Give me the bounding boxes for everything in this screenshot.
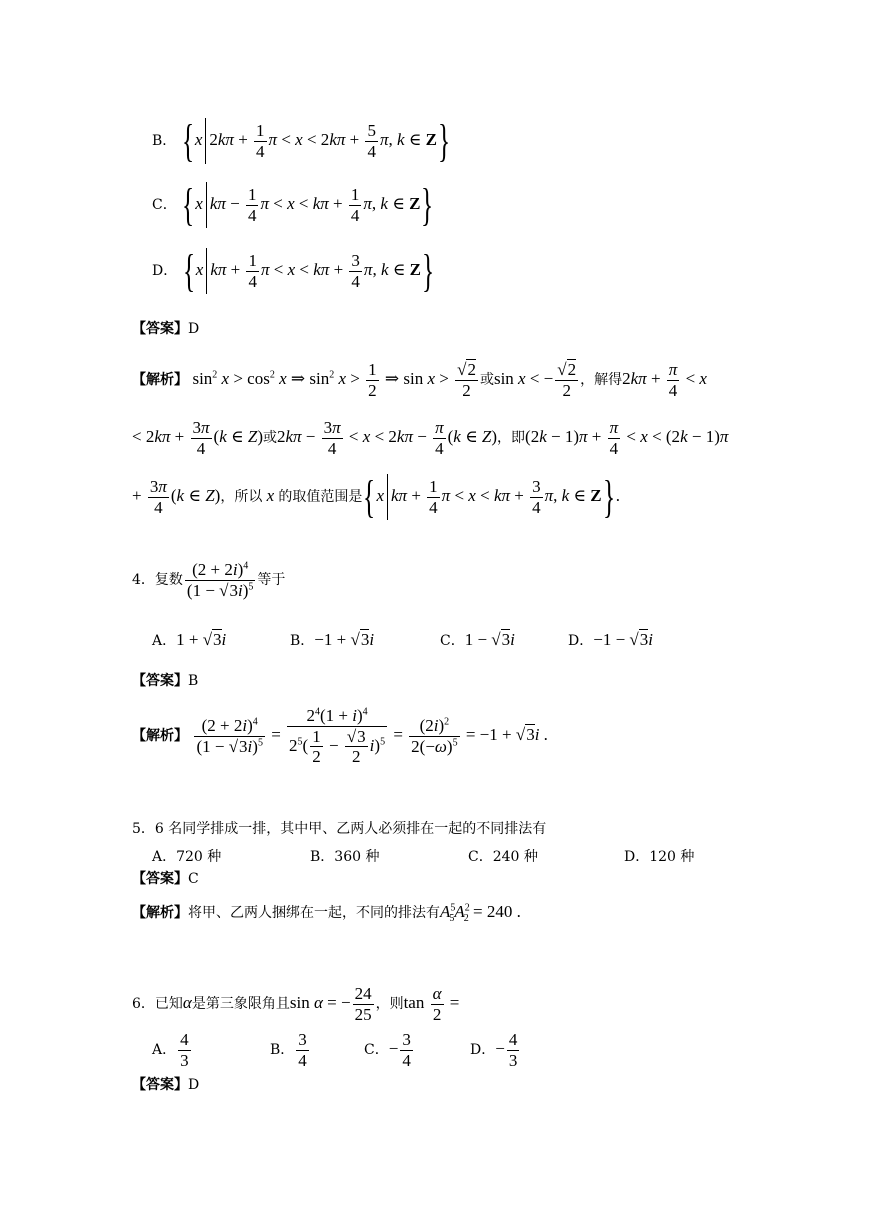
question-number: 6． <box>132 995 155 1012</box>
math-expression: sin x < − $\frac{√2}{2}$ <box>493 360 577 400</box>
q3-option-d <box>152 245 435 296</box>
q6-answer <box>132 1074 199 1094</box>
q4-option-b <box>290 630 374 650</box>
option-text: B．360 种 <box>310 849 380 865</box>
q6-option-b <box>270 1030 311 1070</box>
math-alpha: α <box>182 992 192 1012</box>
option-letter: B． <box>270 1041 295 1058</box>
answer-value: B <box>188 673 199 689</box>
answer-label: 【答案】 <box>132 321 188 337</box>
q3-answer <box>132 318 199 338</box>
analysis-label: 【解析】 <box>132 371 188 388</box>
answer-label: 【答案】 <box>132 1077 188 1093</box>
q5-option-c <box>468 846 538 866</box>
option-letter: A． <box>152 633 177 649</box>
q5-stem <box>132 818 546 838</box>
math-x: x <box>262 485 279 505</box>
math-expression: < 2kπ + $\frac{3\pi}{4}$ (k ∈ Z) <box>132 418 263 458</box>
math-expression: + $\frac{3\pi}{4}$ (k ∈ Z) <box>132 476 221 517</box>
q3-analysis-line3 <box>132 471 620 522</box>
math-expression: $A^5_5A^2_2 = 240$ . <box>440 902 521 925</box>
math-expression: sin α = − $\frac{24}{25}$ <box>289 984 372 1024</box>
option-letter: B． <box>290 633 315 649</box>
stem-prefix: 已知 <box>154 995 183 1012</box>
option-letter: C． <box>440 633 465 649</box>
q3-analysis-line2 <box>132 418 728 458</box>
question-text: 6 名同学排成一排，其中甲、乙两人必须排在一起的不同排法有 <box>154 821 547 837</box>
question-number: 5． <box>132 821 155 837</box>
q4-option-a <box>152 630 226 650</box>
answer-value: C <box>188 871 199 887</box>
q6-option-a <box>152 1030 193 1070</box>
math-expression: $\sin^2 x > \cos^2 x$ ⇒ $\sin^2 x$ > $\frac{1}{2}$ ⇒ sin x > $\frac{√2}{2}$ <box>192 360 476 400</box>
option-text: C．240 种 <box>468 849 538 865</box>
set-expression: {x kπ + $\frac{1}{4}$ π < x < kπ + $\frac{3}{4}$ π, k ∈ Z} <box>182 245 435 296</box>
set-expression: {x 2kπ + $\frac{1}{4}$ π < x < 2kπ + $\frac{5}{4}$ π, k ∈ Z} <box>181 115 451 166</box>
q5-option-d <box>624 846 694 866</box>
q5-option-a <box>152 846 221 866</box>
math-expression: − $\frac{4}{3}$ <box>495 1030 518 1070</box>
question-number: 4． <box>132 571 155 588</box>
answer-label: 【答案】 <box>132 871 188 887</box>
math-expression: 2kπ − $\frac{3\pi}{4}$ < x < 2kπ − $\frac{\pi}{4}$ (k ∈ Z) <box>276 418 498 458</box>
math-expression: $\frac{(2 + 2i)^4}{(1 - √3i)^5}$ = $2^4(1 + i)^4$ $2^5$( $\frac{1}{2}$ − $\frac{√3}{2}$ i)$^5$ = $\frac{(2i)^2}{2(-\omega)^5}$ = −1 + √3i . <box>196 706 548 767</box>
stem-suffix: 等于 <box>257 571 286 588</box>
q3-option-c <box>152 179 435 230</box>
option-letter: D． <box>568 633 594 649</box>
q3-option-b <box>152 115 451 166</box>
analysis-label: 【解析】 <box>132 728 188 745</box>
stem-prefix: 复数 <box>154 571 183 588</box>
option-letter: D． <box>470 1041 496 1058</box>
option-letter: B． <box>152 132 177 149</box>
q4-option-c <box>440 630 515 650</box>
math-expression: $\frac{3}{4}$ <box>298 1030 307 1070</box>
text-or: 或 <box>262 429 277 446</box>
answer-value: D <box>188 321 200 337</box>
math-expression: 2kπ + $\frac{\pi}{4}$ < x <box>622 360 707 400</box>
text-solve: ，解得 <box>580 371 623 388</box>
q4-analysis <box>132 706 548 767</box>
math-expression: $\frac{(2 + 2i)^4}{(1 - √3i)^5}$ <box>186 560 254 600</box>
analysis-label: 【解析】 <box>132 905 188 921</box>
text-or: 或 <box>479 371 494 388</box>
math-expression: $\frac{4}{3}$ <box>180 1030 189 1070</box>
math-expression: 1 + √3i <box>176 630 227 649</box>
q5-answer <box>132 868 199 888</box>
option-letter: C． <box>364 1041 389 1058</box>
q4-answer <box>132 670 198 690</box>
q6-option-c <box>364 1030 415 1070</box>
math-expression: tan $\frac{\alpha}{2}$ = <box>403 984 460 1024</box>
set-expression: {x kπ − $\frac{1}{4}$ π < x < kπ + $\frac{1}{4}$ π, k ∈ Z} <box>182 179 434 230</box>
math-expression: − $\frac{3}{4}$ <box>388 1030 411 1070</box>
q4-option-d <box>568 630 653 650</box>
option-text: D．120 种 <box>624 849 695 865</box>
option-text: A．720 种 <box>152 849 222 865</box>
q4-stem <box>132 560 285 600</box>
set-expression: {x kπ + $\frac{1}{4}$ π < x < kπ + $\frac{3}{4}$ π, k ∈ Z}. <box>363 471 620 522</box>
text-range: 的取值范围是 <box>278 488 363 505</box>
stem-then: ，则 <box>375 995 404 1012</box>
math-expression: 1 − √3i <box>464 630 515 649</box>
q6-option-d <box>470 1030 521 1070</box>
text-i-e: ，即 <box>497 429 526 446</box>
q6-stem <box>132 984 459 1024</box>
q5-analysis <box>132 902 521 924</box>
answer-value: D <box>188 1077 200 1093</box>
text-so: ，所以 <box>220 488 263 505</box>
option-letter: C． <box>152 196 177 213</box>
option-letter: A． <box>152 1041 177 1058</box>
option-letter: D． <box>152 262 178 279</box>
analysis-text: 将甲、乙两人捆绑在一起，不同的排法有 <box>188 905 440 921</box>
q3-analysis-line1 <box>132 360 707 400</box>
stem-mid: 是第三象限角且 <box>191 995 290 1012</box>
math-expression: −1 + √3i <box>314 630 375 649</box>
q5-option-b <box>310 846 379 866</box>
answer-label: 【答案】 <box>132 673 188 689</box>
math-expression: (2k − 1)π + $\frac{\pi}{4}$ < x < (2k − 1)π <box>525 418 729 458</box>
math-expression: −1 − √3i <box>593 630 653 649</box>
